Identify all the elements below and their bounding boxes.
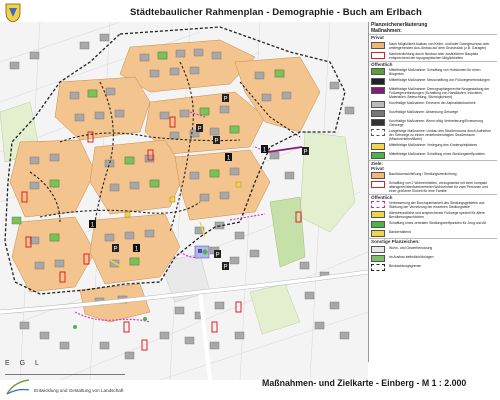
legend-item <box>369 210 497 220</box>
measure-marker <box>261 145 268 154</box>
legend-swatch <box>371 110 385 117</box>
legend-item-label: Altersfreundliche und ansprechende Fußwege speziell für ältere Bevölkerungsschichten <box>389 211 485 220</box>
legend-item-label: Mittelfristige Maßnahme: Schaffung von Hofräumen für einen Bürgertus <box>389 67 481 76</box>
svg-text:P: P <box>197 126 202 133</box>
legend-item-label: Langfristige Maßnahme: Umbau des Straßenraums durch Aufheben der Gehwege zu einem verkehrsberuhigten Straßenraum (Mischverkehrsfläche) <box>389 128 491 141</box>
legend-swatch <box>371 211 385 218</box>
legend-item-label: im Ausbau befindlich/Anlagen <box>389 254 434 259</box>
svg-text:P: P <box>303 149 308 156</box>
parking-marker <box>196 124 203 133</box>
legend-item <box>369 86 497 100</box>
legend-section-public: Öffentlich <box>369 61 497 67</box>
legend-item-label: Bankerhaltend <box>389 230 411 235</box>
legend-item <box>369 254 497 263</box>
legend-item <box>369 128 497 142</box>
svg-text:1: 1 <box>134 246 139 253</box>
svg-text:1: 1 <box>262 147 267 154</box>
divider <box>5 374 125 375</box>
legend-item-label: Beobachtungsgrenze <box>389 263 422 268</box>
svg-text:P: P <box>223 264 228 271</box>
legend-item-label: Mittelfristige Maßnahme: Demographiegerechte Neugestaltung der Fußwegeverbindungen (Schaffung von Handläufen, Infocliens Materialien, Beleuchtung, Sitzmöglichkeit) <box>389 86 490 99</box>
legend-item <box>369 229 497 238</box>
legend-item <box>369 100 497 109</box>
legend-item <box>369 200 497 210</box>
legend-item <box>369 51 497 61</box>
legend-swatch <box>371 42 385 49</box>
legend-item-label: Schaffung eines zentralen Siedlungstreffpunktes für Jung und Alt <box>389 221 487 226</box>
svg-text:P: P <box>223 96 228 103</box>
office-logo-letters: E G L <box>5 360 43 367</box>
legend-swatch <box>371 172 385 179</box>
legend-item-label: Kurzfristige Maßnahme: Erneuern der Asphaltdeckschicht <box>389 100 476 105</box>
legend-item-label: Mittelfristige Maßnahme: Schaffung eines Siedlungstreffpunktes <box>389 151 485 156</box>
legend-swatch <box>371 52 385 59</box>
legend-swatch <box>371 101 385 108</box>
legend-swatch <box>371 87 385 94</box>
legend-section-goals-public: Öffentlich <box>369 194 497 200</box>
office-subtitle: Entwicklung und Gestaltung von Landschaft <box>34 388 124 393</box>
legend-item <box>369 180 497 194</box>
municipal-crest-icon <box>5 3 21 23</box>
parking-marker <box>214 250 221 259</box>
office-logo-icon <box>6 378 30 396</box>
measure-marker <box>225 153 232 162</box>
legend-item-label: Verbesserung der Durchquerbarkeit des Siedlungsgebietes und Stärkung der Vernetzung der einzelnen Siedlungsteile <box>389 201 485 210</box>
legend-item <box>369 109 497 118</box>
site-plan-map <box>0 22 368 380</box>
legend-item-label: Mittelfristige Maßnahme: Verlegung des Kinderspielplatzes <box>389 142 478 147</box>
legend-item-label: Baulückenschließung / Siedlungsverdichtung <box>389 172 457 177</box>
legend-item <box>369 41 497 51</box>
legend-item-label: Wohn- und Gewerbenutzung <box>389 245 433 250</box>
legend-item <box>369 171 497 180</box>
legend-swatch <box>371 143 385 150</box>
legend-item <box>369 220 497 229</box>
legend-item <box>369 245 497 254</box>
legend-item-label: Nachverdichtung durch Neubau oder zusätzlichen Bauplatz entsprechend der topographischen Möglichkeiten <box>389 51 479 60</box>
legend-item-label: Mittelfristige Maßnahme: Neuschaffung von Fußwegeverbindungen <box>389 77 490 82</box>
legend-swatch <box>371 264 385 271</box>
parking-marker <box>213 136 220 145</box>
legend-section-goals-private: Privat <box>371 166 384 172</box>
legend-swatch <box>371 255 385 262</box>
page-title: Städtebaulicher Rahmenplan - Demographie - Buch am Erlbach <box>130 7 422 18</box>
legend-item <box>369 151 497 160</box>
legend-item <box>369 77 497 86</box>
legend-swatch <box>371 68 385 75</box>
legend-swatch <box>371 119 385 126</box>
parking-marker <box>222 94 229 103</box>
map-footer-title: Maßnahmen- und Zielkarte - Einberg - M 1 : 2.000 <box>262 378 467 388</box>
measure-marker <box>133 244 140 253</box>
svg-text:P: P <box>113 246 118 253</box>
svg-text:1: 1 <box>226 155 231 162</box>
legend-swatch <box>371 246 385 253</box>
measure-marker <box>89 220 96 229</box>
legend-swatch <box>371 129 385 136</box>
legend-item-label: Kurzfristige Maßnahme: Wenn nötig Verbreiterung/Erneuerung Gehwege <box>389 118 483 127</box>
legend-item <box>369 263 497 272</box>
legend-item-label: Nach Möglichkeit Ausbau von Keller- und/oder Dachgeschoss oder weitergehenden Aus-/Anbau auf dem Grundstück (z.B. Garagen) <box>389 41 490 50</box>
svg-text:P: P <box>214 138 219 145</box>
legend-section-goals: Ziele: <box>369 160 497 166</box>
parking-marker <box>302 147 309 156</box>
map-legend <box>368 22 497 362</box>
legend-swatch <box>371 181 385 188</box>
legend-item <box>369 118 497 128</box>
legend-item <box>369 142 497 151</box>
parking-marker <box>222 262 229 271</box>
legend-item <box>369 67 497 77</box>
legend-swatch <box>371 152 385 159</box>
legend-section-private: Privat <box>369 34 497 40</box>
legend-item-label: Schaffung von 2 Wohneinheiten, vorzugsweise mit einer kompakt altersgerechten/barrierefreien Wohneinheit für zwei Personen und einer größeren Einheit für eine Familie <box>389 181 488 194</box>
legend-subheader: Maßnahmen: <box>371 28 402 35</box>
legend-item-label: Kurzfristige Maßnahme: Absenkung Gehwege <box>389 109 459 114</box>
legend-swatch <box>371 221 385 228</box>
legend-swatch <box>371 78 385 85</box>
svg-text:P: P <box>215 252 220 259</box>
svg-text:1: 1 <box>90 222 95 229</box>
legend-section-other: Sonstige Planzeichen: <box>369 238 497 244</box>
legend-swatch <box>371 230 385 237</box>
legend-header: Planzeichenerläuterung <box>371 22 428 28</box>
legend-swatch <box>371 201 385 208</box>
parking-marker <box>112 244 119 253</box>
